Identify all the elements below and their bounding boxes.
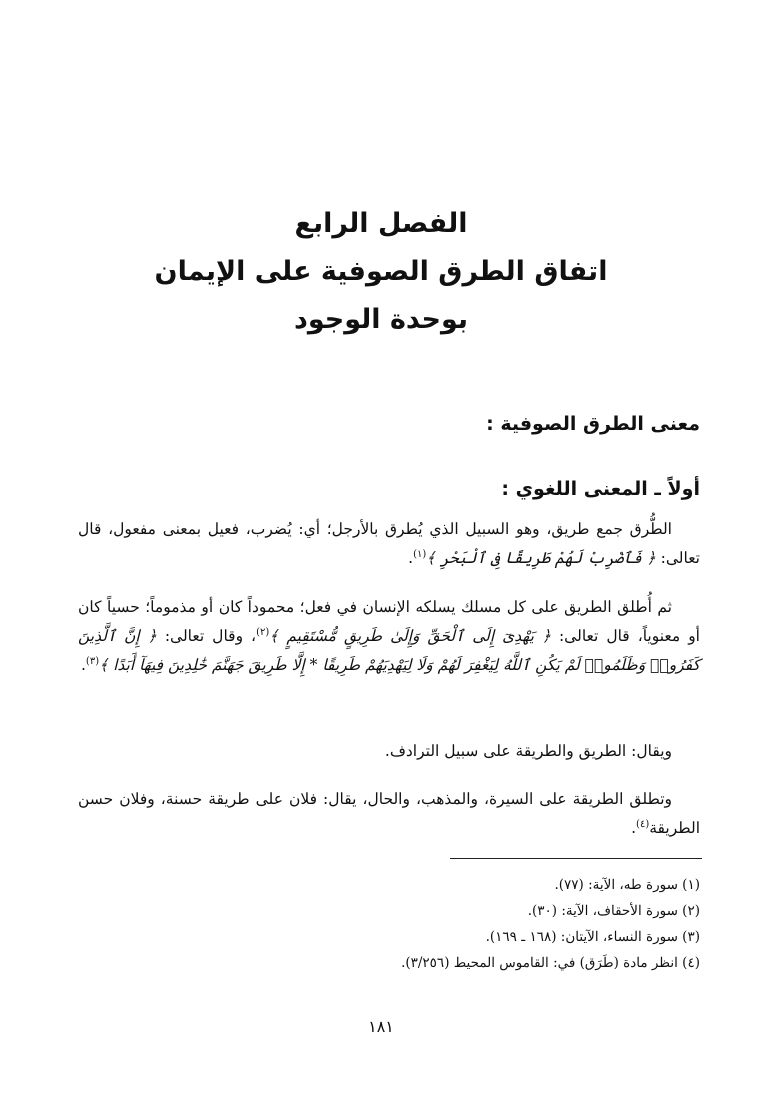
page-number: ١٨١ <box>368 1017 394 1036</box>
paragraph-2-text-b: ، وقال تعالى: <box>164 627 257 646</box>
paragraph-4: وتطلق الطريقة على السيرة، والمذهب، والحال، يقال: فلان على طريقة حسنة، وفلان حسن الطريقة$^{(٤)}$. <box>78 790 700 838</box>
footnotes <box>300 872 700 976</box>
quran-verse-3: ﴿ إِنَّ ٱلَّذِينَ كَفَرُوا۟ وَظَلَمُوا۟ لَمْ يَكُنِ ٱللَّهُ لِيَغْفِرَ لَهُمْ وَلَا لِيَهْدِيَهُمْ طَرِيقًا * إِلَّا طَرِيقَ جَهَنَّمَ خَٰلِدِينَ فِيهَآ أَبَدًا ﴾ <box>78 627 700 675</box>
footnote-2: (٢) سورة الأحقاف، الآية: (٣٠). <box>527 903 700 919</box>
quran-verse-1: ﴿ فَٱضْرِبْ لَهُمْ طَرِيقًا فِى ٱلْبَحْرِ ﴾ <box>426 549 656 568</box>
sub-heading: أولاً ـ المعنى اللغوي : <box>501 478 700 500</box>
paragraph-2-text-a: ثم أُطلق الطريق على كل مسلك يسلكه الإنسان في فعل؛ محموداً كان أو مذموماً؛ حسياً كان أو معنوياً، قال تعالى: <box>78 598 700 646</box>
paragraph-1: الطُّرق جمع طريق، وهو السبيل الذي يُطرق بالأرجل؛ أي: يُضرب، فعيل بمعنى مفعول، قال تعالى: ﴿ فَٱضْرِبْ لَهُمْ طَرِيقًا فِى ٱلْبَحْرِ ﴾$^{(١)}$. <box>78 520 700 568</box>
chapter-title-line-1: الفصل الرابع <box>294 208 468 239</box>
footnote-1: (١) سورة طه، الآية: (٧٧). <box>554 877 700 893</box>
section-heading: معنى الطرق الصوفية : <box>486 413 700 435</box>
chapter-title-line-2: اتفاق الطرق الصوفية على الإيمان <box>154 256 608 287</box>
footnote-ref-3: (٣) <box>85 656 100 668</box>
footnote-ref-1: (١) <box>413 549 427 560</box>
chapter-title <box>0 200 762 344</box>
paragraph-2: ثم أُطلق الطريق على كل مسلك يسلكه الإنسان في فعل؛ محموداً كان أو مذموماً؛ حسياً كان أو معنوياً، قال تعالى: ﴿ يَهْدِىٓ إِلَى ٱلْحَقِّ وَإِلَىٰ طَرِيقٍ مُّسْتَقِيمٍ ﴾$^{(٢)}$، وقال تعالى: ﴿ إِنَّ ٱلَّذِينَ كَفَرُوا۟ وَظَلَمُوا۟ لَمْ يَكُنِ ٱللَّهُ لِيَغْفِرَ لَهُمْ وَلَا لِيَهْدِيَهُمْ طَرِيقًا * إِلَّا طَرِيقَ جَهَنَّمَ خَٰلِدِينَ فِيهَآ أَبَدًا ﴾$^{(٣)}$. <box>78 598 700 675</box>
paragraph-1-text: الطُّرق جمع طريق، وهو السبيل الذي يُطرق بالأرجل؛ أي: يُضرب، فعيل بمعنى مفعول، قال تعالى: <box>78 520 700 568</box>
footnote-4: (٤) انظر مادة (طَرَق) في: القاموس المحيط (٣/٢٥٦). <box>401 955 700 971</box>
chapter-title-line-3: بوحدة الوجود <box>293 304 469 335</box>
footnote-3: (٣) سورة النساء، الآيتان: (١٦٨ ـ ١٦٩). <box>485 929 700 945</box>
paragraph-3-text: ويقال: الطريق والطريقة على سبيل الترادف. <box>384 742 672 760</box>
paragraph-3 <box>78 738 700 764</box>
footnote-divider <box>450 858 702 859</box>
paragraph-4-text: وتطلق الطريقة على السيرة، والمذهب، والحال، يقال: فلان على طريقة حسنة، وفلان حسن الطريقة <box>78 790 700 838</box>
footnote-ref-4: (٤) <box>636 819 650 830</box>
quran-verse-2: ﴿ يَهْدِىٓ إِلَى ٱلْحَقِّ وَإِلَىٰ طَرِيقٍ مُّسْتَقِيمٍ ﴾ <box>269 627 551 646</box>
footnote-ref-2: (٢) <box>256 627 270 638</box>
